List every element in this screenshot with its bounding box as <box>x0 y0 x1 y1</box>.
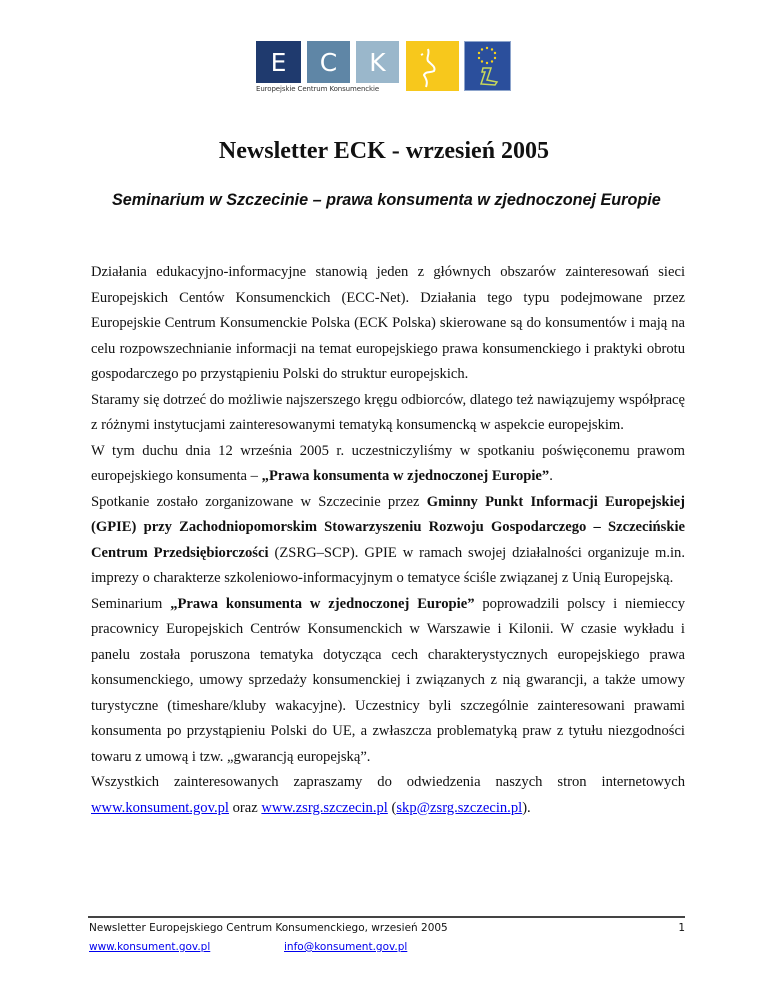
eu-info-icon <box>464 41 511 91</box>
logo-letter-k <box>356 41 399 83</box>
p4-text: Spotkanie zostało zorganizowane w Szczecinie przez <box>91 493 427 510</box>
seminar-title-bold-2: „Prawa konsumenta w zjednoczonej Europie” <box>170 595 475 612</box>
p3-end: . <box>549 468 553 484</box>
zsrg-email-link[interactable]: skp@zsrg.szczecin.pl <box>396 799 523 816</box>
footer-email-link[interactable]: info@konsument.gov.pl <box>284 941 408 953</box>
paragraph-4 <box>91 490 685 592</box>
paragraph-1: Działania edukacyjno-informacyjne stanowią jeden z głównych obszarów zainteresowań sieci Europejskich Centów Konsumenckich (ECC-Net). Działania tego typu podejmowane przez Europejskie Centrum Konsumenckie Polska (ECK Polska) skierowane są do konsumentów i mają na celu rozpowszechnianie informacji na temat europejskiego prawa konsumenckiego i praktyki obrotu gospodarczego po przystąpieniu Polski do struktur europejskich. <box>91 264 685 382</box>
logo-letter-e <box>256 41 301 83</box>
logo-caption: Europejskie Centrum Konsumenckie <box>256 85 380 93</box>
zsrg-link[interactable]: www.zsrg.szczecin.pl <box>261 799 388 816</box>
eck-logo <box>256 41 512 97</box>
footer <box>89 922 685 934</box>
organizer-bold: Gminny Punkt Informacji Europejskiej (GPIE) przy Zachodniopomorskim Stowarzyszeniu Rozwoju Gospodarczego – Szczecińskie Centrum Przedsiębiorczości <box>91 493 685 561</box>
p6-end: ). <box>522 799 531 816</box>
page-number: 1 <box>678 922 685 934</box>
footer-divider <box>88 916 685 918</box>
p6-mid: oraz <box>228 799 262 816</box>
p3-text: W tym duchu dnia 12 września 2005 r. uczestniczyliśmy w spotkaniu poświęconemu prawom europejskiego konsumenta – <box>91 442 685 484</box>
p4-text-b: (ZSRG–SCP). GPIE w ramach swojej działalności organizuje m.in. imprezy o charakterze szkoleniowo-informacyjnym o tematyce ściśle związanej z Unią Europejską. <box>91 544 685 586</box>
p5-text-b: poprowadzili polscy i niemieccy pracownicy Europejskich Centrów Konsumenckich w Warszawie i Kilonii. W czasie wykładu i panelu została poruszona tematyka dotycząca cech charakterystycznych europejskiego prawa konsumenckiego, umowy sprzedaży konsumenckiej i związanych z nią gwarancji, a także umowy turystyczne (timeshare/kluby wakacyjne). Uczestnicy byli szczególnie zainteresowani prawami konsumenta po przystąpieniu Polski do UE, a zwłaszcza problematyką praw z tytułu niezgodności towaru z umową i tzw. „gwarancją europejską”. <box>91 595 686 765</box>
logo-letter-c-text: C <box>319 47 338 77</box>
paragraph-2: Staramy się dotrzeć do możliwie najszerszego kręgu odbiorców, dlatego też nawiązujemy współpracę z różnymi instytucjami zainteresowanymi tematyką konsumencką w aspekcie europejskim. <box>91 391 685 433</box>
article-title: Seminarium w Szczecinie – prawa konsumenta w zjednoczonej Europie <box>112 191 661 209</box>
konsument-link[interactable]: www.konsument.gov.pl <box>91 799 229 816</box>
p6-text: Wszystkich zainteresowanych zapraszamy do odwiedzenia naszych stron internetowych <box>91 774 685 790</box>
p6-paren: ( <box>387 799 397 816</box>
paragraph-3 <box>91 439 685 490</box>
footer-website-link[interactable]: www.konsument.gov.pl <box>89 941 211 953</box>
paragraph-6 <box>91 770 685 821</box>
article-body <box>91 260 685 821</box>
p5-text: Seminarium <box>91 595 171 612</box>
seminar-title-bold: „Prawa konsumenta w zjednoczonej Europie” <box>261 468 550 484</box>
logo-letter-k-text: K <box>369 47 386 77</box>
logo-letter-e-text: E <box>270 47 287 77</box>
page-title: Newsletter ECK - wrzesień 2005 <box>218 138 550 164</box>
logo-letter-c <box>307 41 350 83</box>
footer-text: Newsletter Europejskiego Centrum Konsumenckiego, wrzesień 2005 <box>89 922 448 934</box>
paragraph-5 <box>91 592 685 771</box>
face-profile-icon <box>406 41 459 91</box>
